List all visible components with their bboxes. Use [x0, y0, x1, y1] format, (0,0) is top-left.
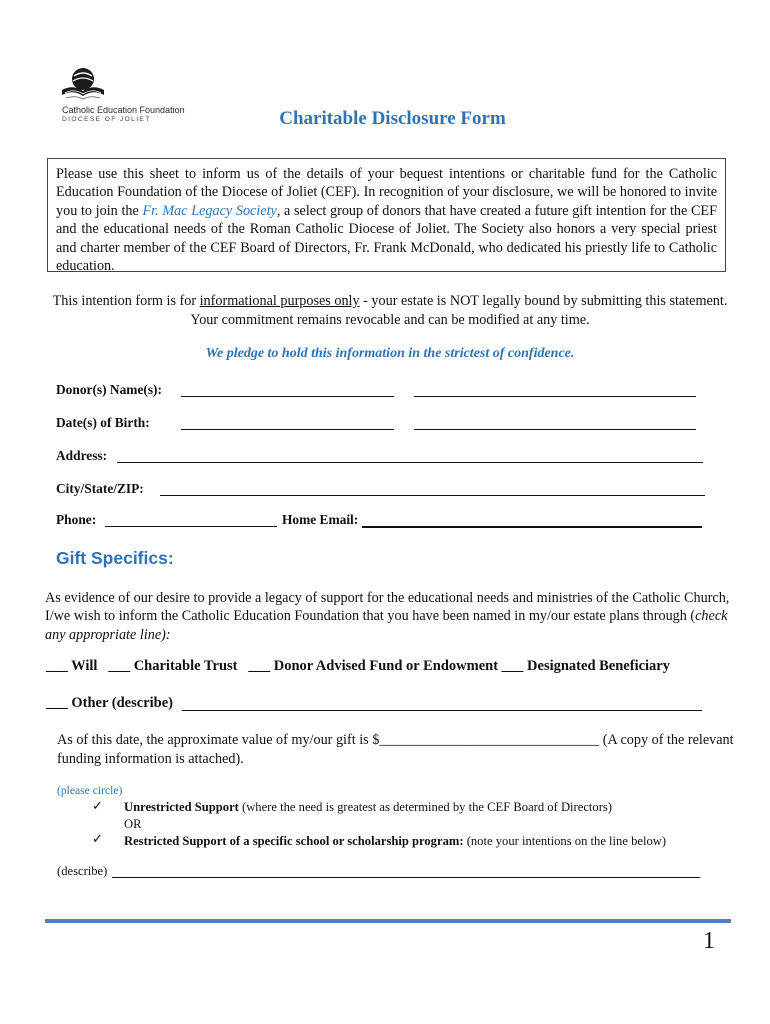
evidence-italic: check any appropriate line): — [45, 608, 728, 643]
home-email-field[interactable] — [362, 526, 702, 528]
donor-advised-blank[interactable]: ___ — [248, 658, 271, 674]
will-blank[interactable]: ___ — [46, 658, 68, 674]
unrestricted-checkmark-icon[interactable]: ✓ — [92, 798, 103, 813]
unrestricted-label: Unrestricted Support — [124, 800, 239, 814]
other-option-row — [46, 695, 173, 712]
restricted-description: (note your intentions on the line below) — [463, 834, 667, 848]
donor-name-1-field[interactable] — [181, 396, 394, 397]
other-label: Other (describe) — [71, 695, 173, 711]
legacy-society-name: Fr. Mac Legacy Society — [142, 202, 277, 219]
restricted-label: Restricted Support of a specific school or scholarship program: — [124, 834, 464, 848]
intro-box — [47, 158, 726, 275]
address-field[interactable] — [117, 462, 703, 463]
option-charitable-trust: Charitable Trust — [133, 658, 238, 674]
unrestricted-support-option[interactable] — [124, 800, 612, 815]
donor-names-label: Donor(s) Name(s): — [56, 382, 162, 397]
other-describe-field[interactable] — [182, 710, 702, 711]
describe-field[interactable] — [112, 877, 700, 878]
restricted-support-option[interactable] — [124, 834, 666, 849]
open-book-globe-icon — [60, 64, 106, 106]
gift-type-options — [46, 658, 670, 675]
notice-end: - your estate is NOT legally bound by submitting this statement. Your commitment remains revocable and can be modified at any time. — [190, 293, 728, 328]
page-title: Charitable Disclosure Form — [279, 108, 506, 129]
page-number: 1 — [703, 928, 715, 954]
gift-value-field[interactable]: _______________________________ — [379, 732, 600, 748]
notice-start: This intention form is for — [52, 293, 200, 309]
confidentiality-pledge: We pledge to hold this information in the strictest of confidence. — [205, 346, 575, 361]
unrestricted-description: (where the need is greatest as determined by the CEF Board of Directors) — [238, 800, 612, 814]
city-state-zip-label: City/State/ZIP: — [56, 481, 144, 496]
option-will: Will — [71, 658, 98, 674]
notice-underlined: informational purposes only — [199, 293, 360, 309]
city-state-zip-field[interactable] — [160, 495, 705, 496]
address-label: Address: — [56, 448, 108, 463]
intro-text-start: Please use this sheet to inform us of the details of your bequest intentions or charitable fund for the Catholic Education Foundation of the Diocese of Joliet (CEF). In recognition of your disclosure, we will be honored to invite you to join the — [56, 166, 717, 219]
please-circle-note: (please circle) — [57, 784, 123, 797]
logo-diocese: DIOCESE OF JOLIET — [62, 116, 151, 123]
phone-label: Phone: — [56, 512, 97, 527]
option-designated-beneficiary: Designated Beneficiary — [527, 658, 670, 674]
gift-value-paragraph — [57, 731, 737, 768]
designated-beneficiary-blank[interactable]: ___ — [501, 658, 524, 674]
footer-rule — [45, 919, 731, 923]
or-separator: OR — [124, 817, 142, 831]
describe-label: (describe) — [57, 864, 108, 878]
option-donor-advised-fund: Donor Advised Fund or Endowment — [273, 658, 499, 674]
gift-specifics-heading: Gift Specifics: — [56, 548, 174, 568]
evidence-text: As evidence of our desire to provide a legacy of support for the educational needs and ministries of the Catholic Church, I/we wish to inform the Catholic Education Foundation that you have been named in my/our estate plans through ( — [45, 590, 730, 625]
restricted-checkmark-icon[interactable]: ✓ — [92, 831, 103, 846]
charitable-trust-blank[interactable]: ___ — [108, 658, 131, 674]
evidence-paragraph — [45, 589, 735, 644]
donor-name-2-field[interactable] — [414, 396, 696, 397]
value-text-start: As of this date, the approximate value of my/our gift is $ — [57, 732, 380, 748]
dob-1-field[interactable] — [181, 429, 394, 430]
dob-label: Date(s) of Birth: — [56, 415, 150, 430]
informational-notice — [50, 292, 730, 329]
phone-field[interactable] — [105, 526, 277, 527]
intro-text-end: , a select group of donors that have created a future gift intention for the CEF and the educational needs of the Roman Catholic Diocese of Joliet. The Society also honors a very special priest and charter member of the CEF Board of Directors, Fr. Frank McDonald, who dedicated his priestly life to Catholic education. — [56, 202, 717, 275]
value-text-end: (A copy of the relevant funding information is attached). — [57, 732, 734, 767]
logo-org-name: Catholic Education Foundation — [62, 105, 185, 115]
home-email-label: Home Email: — [282, 512, 359, 527]
dob-2-field[interactable] — [414, 429, 696, 430]
other-blank[interactable]: ___ — [46, 695, 68, 711]
